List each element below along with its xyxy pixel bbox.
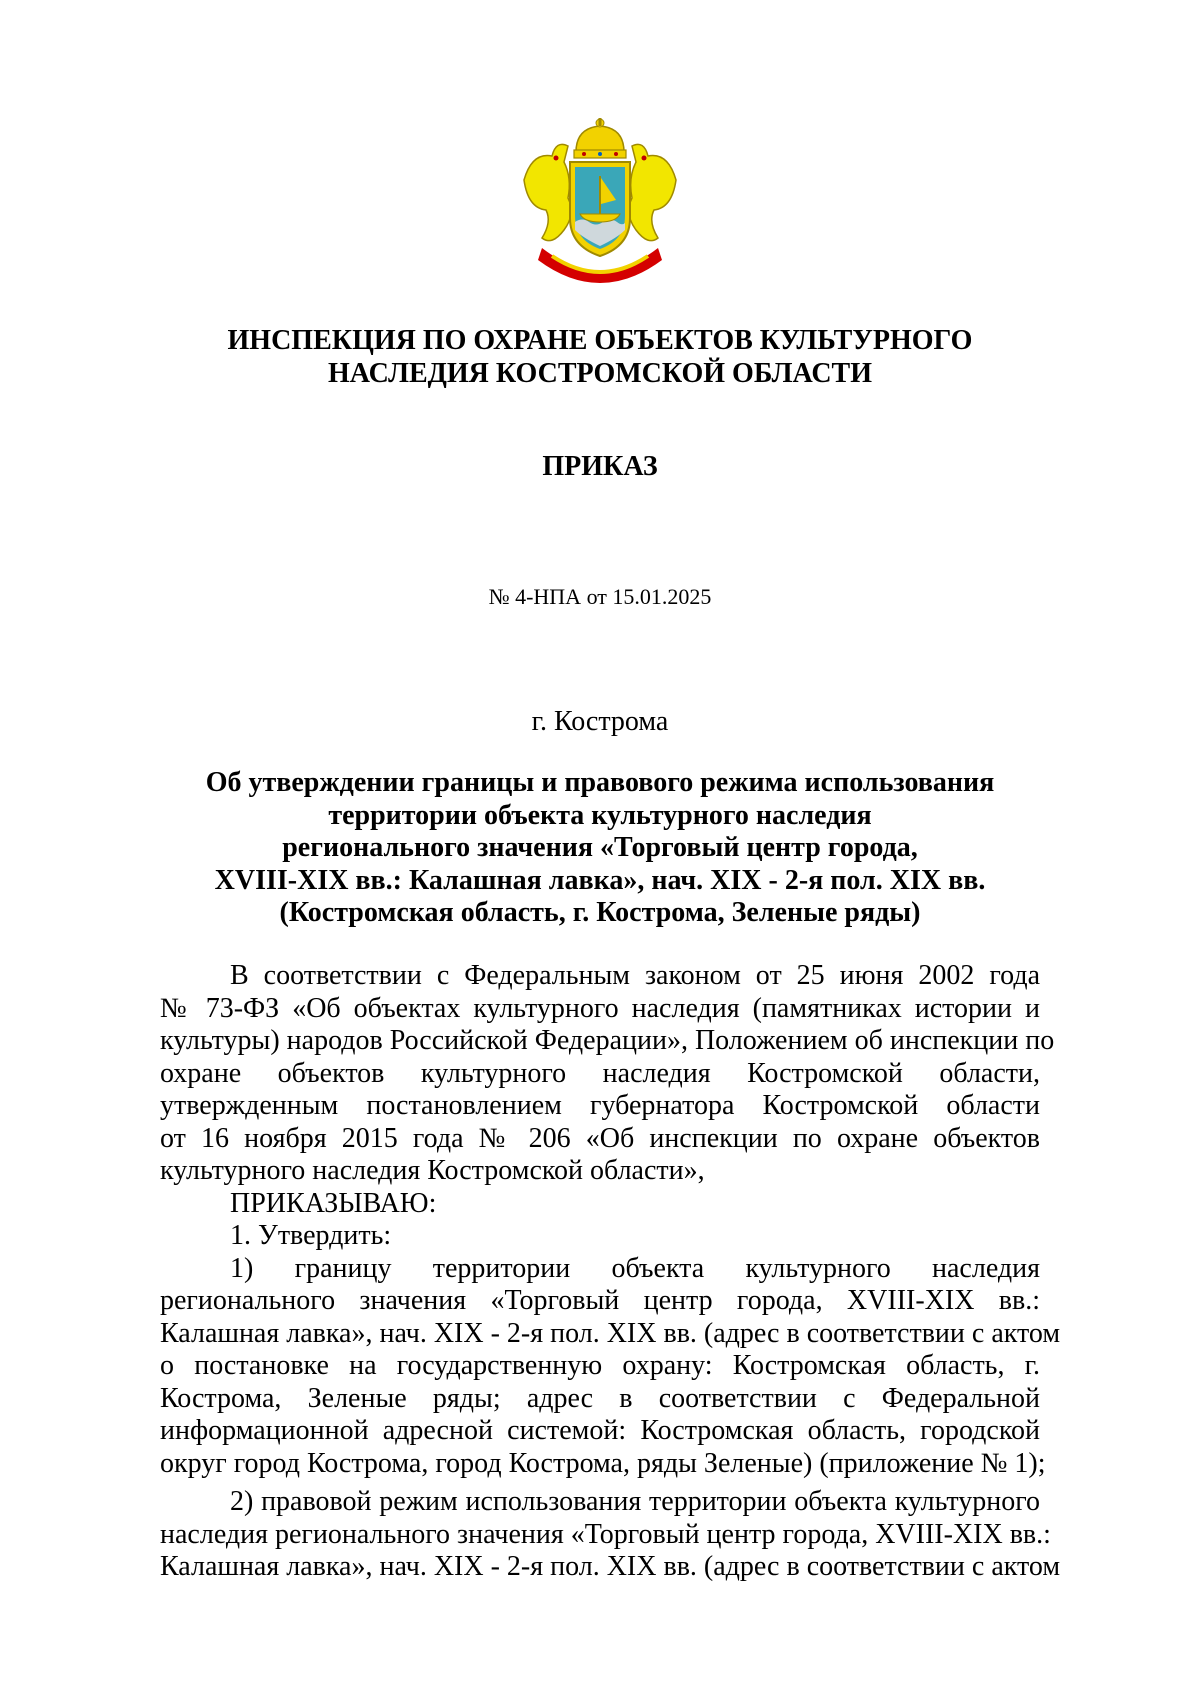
document-subject — [100, 767, 1100, 930]
subitem-2-line: Калашная лавка», нач. XIX - 2-я пол. XIX вв. (адрес в соответствии с актом — [160, 1551, 1061, 1582]
document-number-date: № 4-НПА от 15.01.2025 — [488, 584, 712, 609]
document-body — [160, 960, 1061, 1584]
subitem-1-line: округ город Кострома, город Кострома, ряды Зеленые) (приложение № 1); — [160, 1447, 1046, 1479]
subitem-1-line: регионального значения «Торговый центр города, XVIII-XIX вв.: — [160, 1285, 1040, 1316]
subject-line: (Костромская область, г. Кострома, Зеленые ряды) — [279, 897, 921, 928]
coat-of-arms-icon — [512, 118, 688, 294]
preamble-line: культуры) народов Российской Федерации», Положением об инспекции по — [160, 1025, 1055, 1056]
subitem-1-line: информационной адресной системой: Костромская область, городской — [160, 1415, 1040, 1446]
subject-line: XVIII-XIX вв.: Калашная лавка», нач. XIX - 2-я пол. XIX вв. — [214, 864, 986, 896]
subitem-1-line: Калашная лавка», нач. XIX - 2-я пол. XIX вв. (адрес в соответствии с актом — [160, 1317, 1061, 1349]
preamble-line: В соответствии с Федеральным законом от 25 июня 2002 года — [230, 960, 1040, 991]
preamble-line: утвержденным постановлением губернатора Костромской области — [160, 1090, 1040, 1121]
subitem-2-line: наследия регионального значения «Торговый центр города, XVIII-XIX вв.: — [160, 1518, 1051, 1550]
order-word: ПРИКАЗЫВАЮ: — [230, 1187, 437, 1219]
document-city: г. Кострома — [531, 706, 669, 737]
document-type: ПРИКАЗ — [542, 451, 658, 482]
organization-title-line: НАСЛЕДИЯ КОСТРОМСКОЙ ОБЛАСТИ — [327, 358, 873, 389]
preamble-line: охране объектов культурного наследия Костромской области, — [160, 1057, 1040, 1089]
subitem-1-line: Кострома, Зеленые ряды; адрес в соответствии с Федеральной — [160, 1382, 1040, 1414]
subject-line: территории объекта культурного наследия — [328, 799, 872, 831]
preamble-line: № 73-ФЗ «Об объектах культурного наследия (памятниках истории и — [160, 992, 1040, 1024]
organization-title-line: ИНСПЕКЦИЯ ПО ОХРАНЕ ОБЪЕКТОВ КУЛЬТУРНОГО — [227, 325, 973, 356]
subject-line: Об утверждении границы и правового режима использования — [205, 767, 995, 798]
subitem-1-line: 1) границу территории объекта культурного наследия — [230, 1252, 1040, 1284]
subject-line: регионального значения «Торговый центр города, — [282, 832, 918, 863]
subitem-2-line: 2) правовой режим использования территории объекта культурного — [230, 1486, 1040, 1517]
preamble-line: от 16 ноября 2015 года № 206 «Об инспекции по охране объектов — [160, 1122, 1040, 1154]
organization-title — [100, 324, 1100, 390]
item-1-heading: 1. Утвердить: — [230, 1220, 392, 1251]
preamble-line: культурного наследия Костромской области», — [160, 1155, 705, 1186]
subitem-1-line: о постановке на государственную охрану: Костромская область, г. — [160, 1350, 1040, 1381]
